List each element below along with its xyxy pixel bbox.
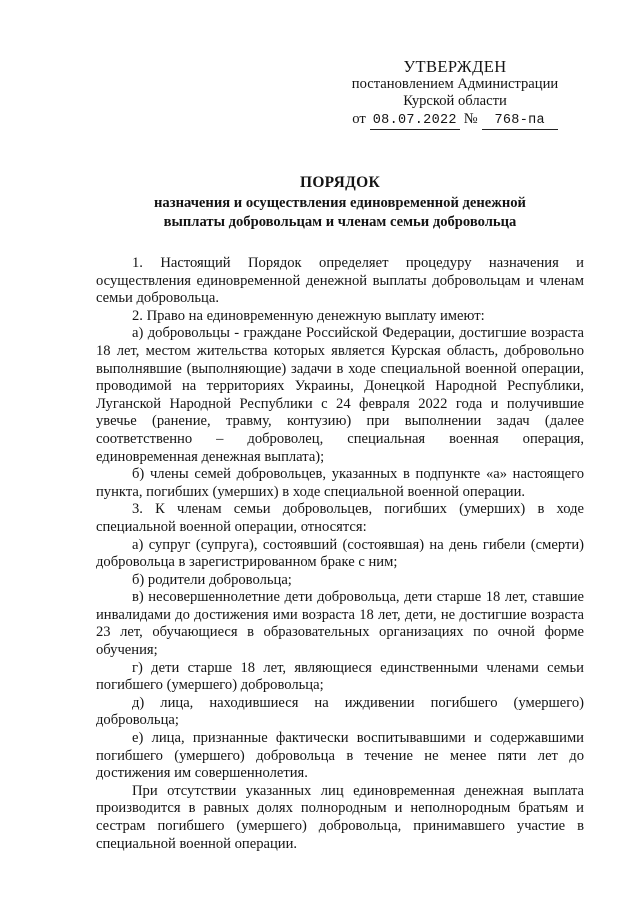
paragraph: г) дети старше 18 лет, являющиеся единственными членами семьи погибшего (умершего) добровольца;: [96, 659, 584, 694]
paragraph: б) родители добровольца;: [132, 571, 292, 588]
approval-stamp: [330, 57, 580, 130]
paragraph: 3. К членам семьи добровольцев, погибших (умерших) в ходе специальной военной операции, относятся:: [96, 501, 584, 535]
approval-line-1: постановлением Администрации: [351, 76, 559, 92]
approval-date-number: [330, 111, 580, 130]
paragraph: д) лица, находившиеся на иждивении погибшего (умершего) добровольца;: [96, 694, 584, 729]
approval-number: 768-па: [482, 112, 558, 130]
document-title: ПОРЯДОК: [299, 174, 381, 191]
paragraph: б) члены семей добровольцев, указанных в подпункте «а» настоящего пункта, погибших (умерших) в ходе специальной военной операции.: [96, 466, 584, 500]
number-label: №: [463, 111, 478, 127]
paragraph: а) добровольцы - граждане Российской Федерации, достигшие возраста 18 лет, местом жительства которых является Курская область, добровольно выполнявшие (выполняющие) задачи в ходе специальной военной операции, проводимой на территориях Украины, Донецкой Народной Республики, Луганской Народной Республики с 24 февраля 2022 года и получившие увечье (ранение, травму, контузию) при выполнении задач (далее соответственно – доброволец, специальная военная операция, единовременная денежная выплата);: [96, 325, 584, 465]
approval-line-2: Курской области: [403, 93, 507, 109]
document-body: [96, 255, 584, 853]
document-title-block: [90, 173, 590, 231]
from-label: от: [352, 111, 366, 127]
paragraph: При отсутствии указанных лиц единовременная денежная выплата производится в равных долях полнородным и неполнородным братьям и сестрам погибшего (умершего) добровольца, принимавшего участие в специальной военной операции.: [96, 782, 584, 852]
document-subtitle-line-1: назначения и осуществления единовременной денежной: [154, 195, 526, 211]
paragraph: 1. Настоящий Порядок определяет процедуру назначения и осуществления единовременной денежной выплаты добровольцам и членам семьи добровольца.: [96, 255, 584, 307]
approval-title: УТВЕРЖДЕН: [403, 57, 507, 76]
document-subtitle-line-2: выплаты добровольцам и членам семьи добровольца: [163, 213, 517, 230]
paragraph: в) несовершеннолетние дети добровольца, дети старше 18 лет, ставшие инвалидами до достижения ими возраста 18 лет, дети, не достигшие возраста 23 лет, обучающиеся в образовательных организациях по очной форме обучения;: [96, 589, 584, 659]
paragraph: а) супруг (супруга), состоявший (состоявшая) на день гибели (смерти) добровольца в зарегистрированном браке с ним;: [96, 536, 584, 571]
paragraph: е) лица, признанные фактически воспитывавшими и содержавшими погибшего (умершего) добровольца в течение не менее пяти лет до достижения им совершеннолетия.: [96, 730, 584, 782]
approval-date: 08.07.2022: [370, 112, 460, 130]
paragraph: 2. Право на единовременную денежную выплату имеют:: [132, 307, 485, 324]
